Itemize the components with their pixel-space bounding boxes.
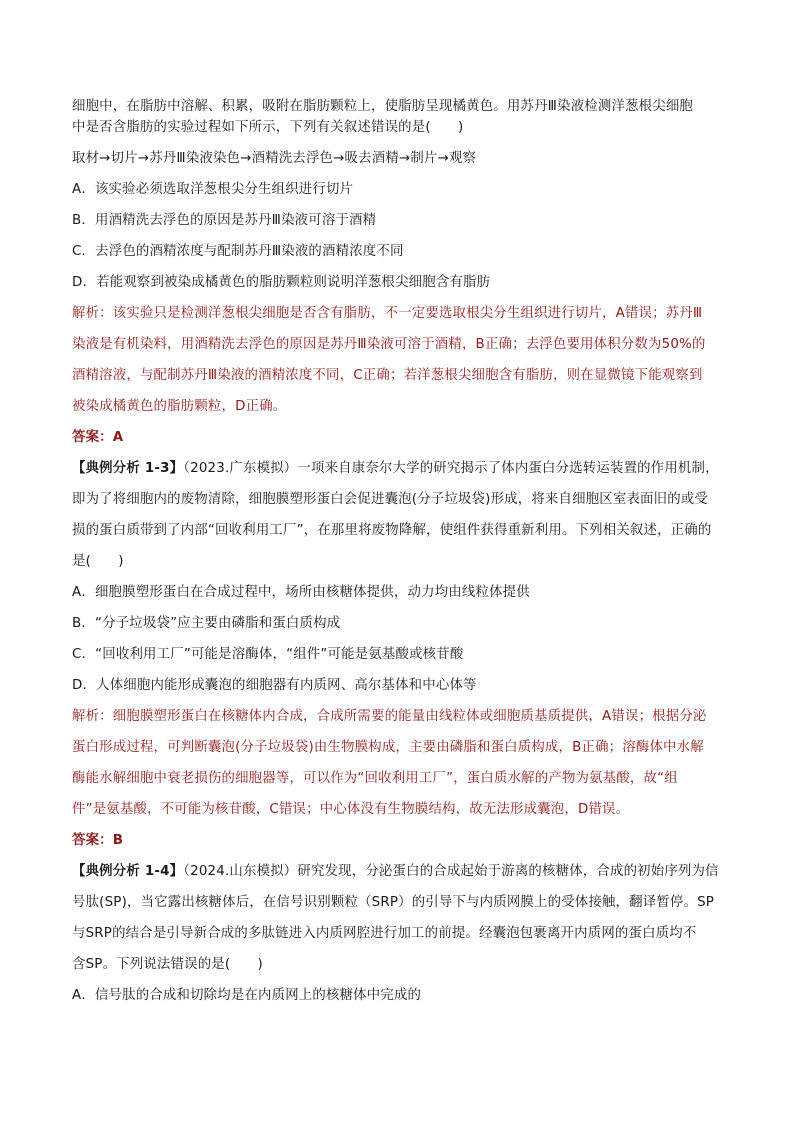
q3-source: （2024.山东模拟） — [183, 864, 298, 879]
q2-analysis-line-3: 酶能水解细胞中衰老损伤的细胞器等，可以作为“回收利用工厂”，蛋白质水解的产物为氨基酸，故“组 — [72, 771, 678, 786]
q3-stem-line-1 — [72, 861, 726, 882]
q3-stem-line-3: 与SRP的结合是引导新合成的多肽链进入内质网腔进行加工的前提。经囊泡包裹离开内质网的蛋白质均不 — [72, 926, 697, 941]
q2-option-b: B．“分子垃圾袋”应主要由磷脂和蛋白质构成 — [72, 616, 341, 631]
q2-stem-line-3: 损的蛋白质带到了内部“回收利用工厂”，在那里将废物降解，使组件获得重新利用。下列相关叙述，正确的 — [72, 523, 712, 538]
q1-answer: 答案：A — [72, 430, 124, 445]
q3-stem-line-2: 号肽(SP)，当它露出核糖体后，在信号识别颗粒（SRP）的引导下与内质网膜上的受体接触，翻译暂停。SP — [72, 895, 715, 910]
q1-analysis-line-2: 染液是有机染料，用酒精洗去浮色的原因是苏丹Ⅲ染液可溶于酒精，B正确；去浮色要用体积分数为50%的 — [72, 337, 706, 352]
q2-analysis-line-4: 件”是氨基酸，不可能为核苷酸，C错误；中心体没有生物膜结构，故无法形成囊泡，D错误。 — [72, 802, 630, 817]
q2-stem-line-2: 即为了将细胞内的废物清除，细胞膜塑形蛋白会促进囊泡(分子垃圾袋)形成，将来自细胞区室表面旧的或受 — [72, 492, 709, 507]
q2-stem-line-1-text: 一项来自康奈尔大学的研究揭示了体内蛋白分选转运装置的作用机制， — [297, 461, 719, 476]
q2-option-a: A．细胞膜塑形蛋白在合成过程中，场所由核糖体提供，动力均由线粒体提供 — [72, 585, 530, 600]
q1-option-b: B．用酒精洗去浮色的原因是苏丹Ⅲ染液可溶于酒精 — [72, 213, 377, 228]
q3-option-a: A．信号肽的合成和切除均是在内质网上的核糖体中完成的 — [72, 988, 422, 1003]
q3-stem-line-4: 含SP。下列说法错误的是( ) — [72, 957, 263, 972]
q1-analysis-line-4: 被染成橘黄色的脂肪颗粒，D正确。 — [72, 399, 287, 414]
q1-procedure: 取材→切片→苏丹Ⅲ染液染色→酒精洗去浮色→吸去酒精→制片→观察 — [72, 151, 477, 166]
q2-stem-line-4: 是( ) — [72, 554, 124, 569]
q2-source: （2023.广东模拟） — [183, 461, 298, 476]
q2-analysis-line-2: 蛋白形成过程，可判断囊泡(分子垃圾袋)由生物膜构成，主要由磷脂和蛋白质构成，B正确；溶酶体中水解 — [72, 740, 704, 755]
q3-stem-line-1-text: 研究发现，分泌蛋白的合成起始于游离的核糖体，合成的初始序列为信 — [297, 864, 719, 879]
q1-option-a: A．该实验必须选取洋葱根尖分生组织进行切片 — [72, 182, 354, 197]
q2-tag: 【典例分析 1-3】 — [72, 461, 184, 476]
q1-option-d: D．若能观察到被染成橘黄色的脂肪颗粒则说明洋葱根尖细胞含有脂肪 — [72, 275, 491, 290]
q1-analysis-line-3: 酒精溶液，与配制苏丹Ⅲ染液的酒精浓度不同，C正确；若洋葱根尖细胞含有脂肪，则在显微镜下能观察到 — [72, 368, 703, 383]
q2-answer: 答案：B — [72, 833, 124, 848]
q1-stem-line-1: 细胞中，在脂肪中溶解、积累，吸附在脂肪颗粒上，使脂肪呈现橘黄色。用苏丹Ⅲ染液检测洋葱根尖细胞 — [72, 99, 694, 114]
q1-stem-line-2: 中是否含脂肪的实验过程如下所示，下列有关叙述错误的是( ) — [72, 120, 464, 135]
q1-option-c: C．去浮色的酒精浓度与配制苏丹Ⅲ染液的酒精浓度不同 — [72, 244, 404, 259]
q2-option-c: C．“回收利用工厂”可能是溶酶体，“组件”可能是氨基酸或核苷酸 — [72, 647, 464, 662]
q2-analysis-line-1: 解析：细胞膜塑形蛋白在核糖体内合成，合成所需要的能量由线粒体或细胞质基质提供，A错误；根据分泌 — [72, 709, 707, 724]
q1-analysis-line-1: 解析：该实验只是检测洋葱根尖细胞是否含有脂肪，不一定要选取根尖分生组织进行切片，A错误；苏丹Ⅲ — [72, 306, 703, 321]
q3-tag: 【典例分析 1-4】 — [72, 864, 184, 879]
q2-stem-line-1 — [72, 458, 726, 479]
q2-option-d: D．人体细胞内能形成囊泡的细胞器有内质网、高尔基体和中心体等 — [72, 678, 477, 693]
document-page — [72, 96, 726, 1006]
